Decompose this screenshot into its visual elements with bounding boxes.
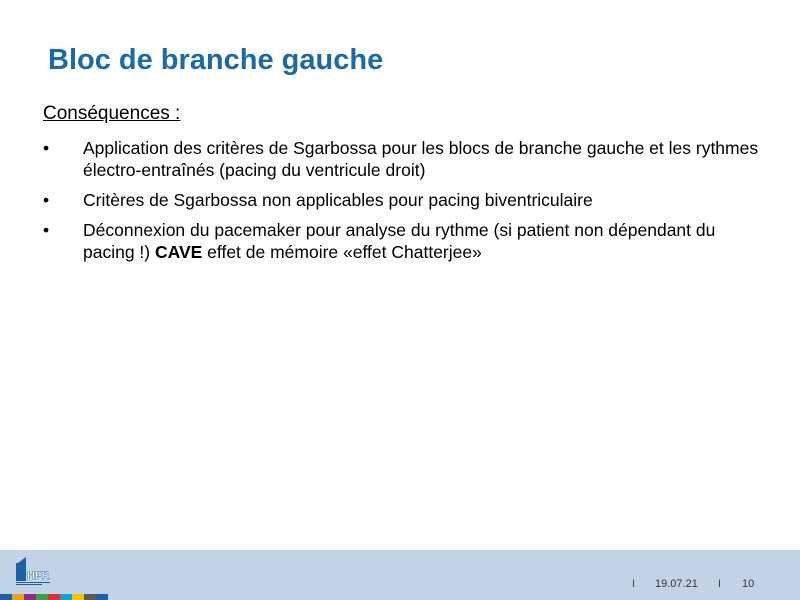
color-strip	[0, 594, 108, 600]
footer-bar	[0, 550, 800, 600]
slide-title: Bloc de branche gauche	[48, 44, 384, 76]
bullet-list	[43, 137, 763, 271]
logo-text: HFR	[27, 570, 50, 582]
strip-segment	[72, 594, 84, 600]
strip-segment	[84, 594, 96, 600]
footer-separator: I	[632, 578, 636, 590]
bullet-item-3	[43, 219, 763, 263]
bullet-marker: •	[43, 138, 50, 158]
footer-separator: I	[718, 578, 722, 590]
strip-segment	[96, 594, 108, 600]
strip-segment	[24, 594, 36, 600]
cave-emphasis: CAVE	[154, 242, 203, 262]
hfr-logo	[16, 557, 56, 587]
subheading: Conséquences :	[43, 103, 181, 124]
strip-segment	[12, 594, 24, 600]
bullet-marker: •	[43, 190, 50, 210]
bullet-text-after: effet de mémoire «effet Chatterjee»	[202, 242, 482, 262]
bullet-text: Critères de Sgarbossa non applicables pour pacing biventriculaire	[83, 190, 593, 210]
strip-segment	[48, 594, 60, 600]
strip-segment	[0, 594, 12, 600]
bullet-item-1	[43, 137, 763, 181]
page-number: 10	[742, 578, 755, 590]
bullet-text-before: Déconnexion du pacemaker pour analyse du rythme (si patient non dépendant du pacing !)	[83, 220, 716, 262]
bullet-text: Application des critères de Sgarbossa pour les blocs de branche gauche et les rythmes électro-entraînés (pacing du ventricule droit)	[83, 138, 759, 180]
strip-segment	[60, 594, 72, 600]
strip-segment	[36, 594, 48, 600]
bullet-item-2	[43, 189, 763, 211]
footer-date: 19.07.21	[655, 578, 698, 590]
bullet-marker: •	[43, 220, 50, 240]
